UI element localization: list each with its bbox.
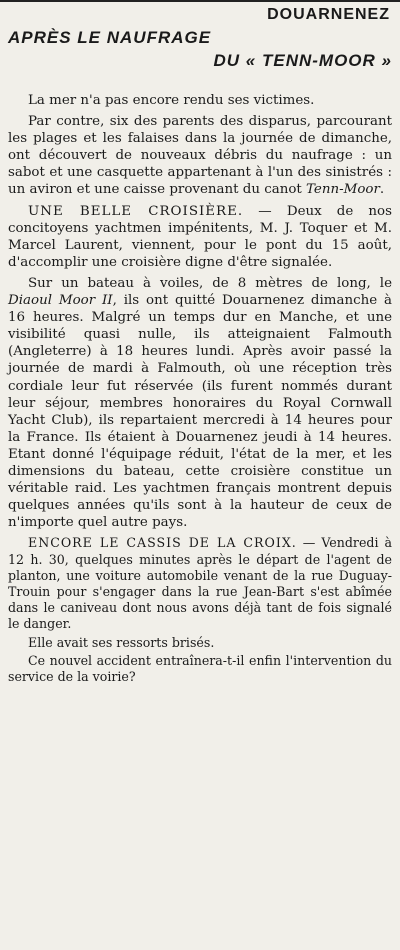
boat-name-tenn-moor: Tenn-Moor [306,182,380,198]
article-body [8,92,392,687]
article2-p2-text: Sur un bateau à voiles, de 8 mètres de long, le [28,275,392,291]
article3-paragraph-2 [8,635,392,651]
dateline: DOUARNENEZ [267,6,390,23]
article1-p1-text: La mer n'a pas encore rendu ses victimes. [28,93,315,108]
article1-p2-text: Par contre, six des parents des disparus, parcourant les plages et les falaises dans la journée de dimanche, ont découvert de nouveaux débris du naufrage : un sabot et une casquette appartenant à l'un des sinistrés : un aviron et une caisse provenant du canot [8,114,392,198]
article2-subhead: UNE BELLE CROISIÈRE. [28,203,244,219]
boat-name-diaoul-moor: Diaoul Moor II [8,293,113,309]
article2-p1-text: — Deux de nos concitoyens yachtmen impénitents, M. J. Toquer et M. Marcel Laurent, viennent, pour le pont du 15 août, d'accomplir une croisière digne d'être signalée. [8,203,392,270]
article1-p2-end: . [379,182,385,198]
headline-line-2: DU « TENN-MOOR » [213,51,392,70]
article3-p3-text: Ce nouvel accident entraînera-t-il enfin l'intervention du service de la voirie? [8,652,392,684]
headline-line-1: APRÈS LE NAUFRAGE [8,28,212,47]
article3-paragraph-3 [8,653,392,685]
article2-paragraph-1 [8,203,392,271]
article1-paragraph-2 [8,113,392,198]
article3-paragraph-1 [8,535,392,632]
article2-paragraph-2 [8,275,392,531]
article3-subhead: ENCORE LE CASSIS DE LA CROIX. [28,535,297,551]
article3-p1-text: — Vendredi à 12 h. 30, quelques minutes après le départ de l'agent de planton, une voiture automobile venant de la rue Duguay-Trouin pour s'engager dans la rue Jean-Bart s'est abîmée dans le caniveau dont nous avons déjà tant de fois signalé le danger. [8,535,392,632]
article3-p2-text: Elle avait ses ressorts brisés. [28,634,215,650]
article2-p2-rest: , ils ont quitté Douarnenez dimanche à 16 heures. Malgré un temps dur en Manche, et une visibilité quasi nulle, ils atteignaient Falmouth (Angleterre) à 18 heures lundi. Après avoir passé la journée de mardi à Falmouth, où une réception très cordiale leur fut réservée (ils furent nommés durant leur séjour, membres honoraires du Royal Cornwall Yacht Club), ils repartaient mercredi à 14 heures pour la France. Ils étaient à Douarnenez jeudi à 14 heures. Etant donné l'équipage réduit, l'état de la mer, et les dimensions du bateau, cette croisière constitue un véritable raid. Les yachtmen français montrent depuis quelques années qu'ils sont à la hauteur de ceux de n'importe quel autre pays. [8,293,392,531]
top-rule [0,0,400,2]
article1-paragraph-1 [8,92,392,109]
